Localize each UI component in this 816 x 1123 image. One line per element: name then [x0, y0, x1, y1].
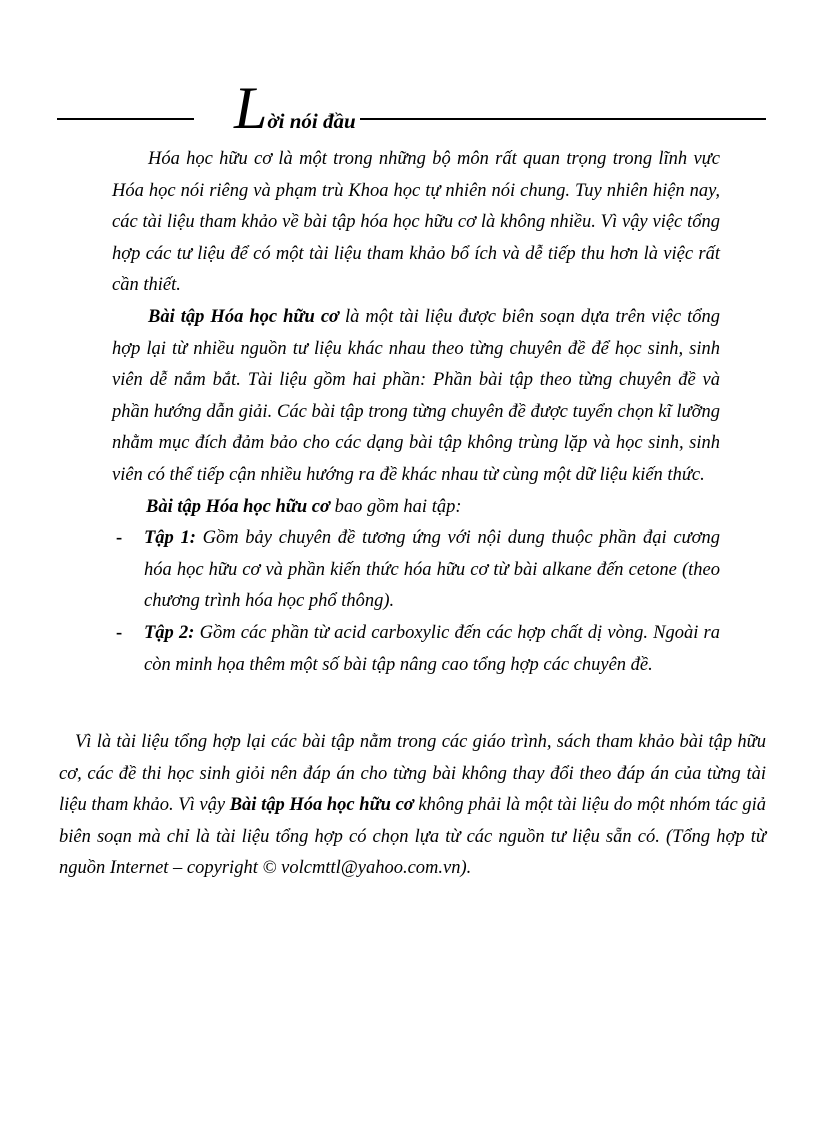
bullet-dash: -	[116, 528, 123, 549]
book-title-emphasis: Bài tập Hóa học hữu cơ	[146, 496, 330, 517]
page-title	[234, 75, 356, 141]
volume-list	[112, 523, 720, 681]
paragraph-closing	[59, 727, 766, 885]
volume-item-2	[112, 618, 720, 681]
heading-rule-left	[57, 118, 194, 120]
heading-row	[0, 75, 816, 141]
title-dropcap: L	[234, 75, 268, 141]
volume-label: Tập 1:	[144, 528, 196, 549]
paragraph-description	[112, 302, 720, 492]
paragraph-description-text: là một tài liệu được biên soạn dựa trên việc tổng hợp lại từ nhiều nguồn tư liệu khác nhau theo từng chuyên đề để học sinh, sinh viên dễ nắm bắt. Tài liệu gồm hai phần: Phần bài tập theo từng chuyên đề và phần hướng dẫn giải. Các bài tập trong từng chuyên đề được tuyển chọn kĩ lưỡng nhằm mục đích đảm bảo cho các dạng bài tập không trùng lặp và học sinh, sinh viên có thể tiếp cận nhiều hướng ra đề khác nhau từ cùng một dữ liệu kiến thức.	[112, 306, 720, 485]
closing-text-after: không phải là một tài liệu do một nhóm tác giả biên soạn mà chỉ là tài liệu tổng hợp có chọn lựa từ các nguồn tư liệu sẵn có. (Tổng hợp từ nguồn Internet – copyright © volcmttl@yahoo.com.vn).	[59, 795, 766, 879]
paragraph-intro: Hóa học hữu cơ là một trong những bộ môn rất quan trọng trong lĩnh vực Hóa học nói riêng và phạm trù Khoa học tự nhiên nói chung. Tuy nhiên hiện nay, các tài liệu tham khảo về bài tập hóa học hữu cơ là không nhiều. Vì vậy việc tổng hợp các tư liệu để có một tài liệu tham khảo bổ ích và dễ tiếp thu hơn là việc rất cần thiết.	[112, 149, 720, 296]
book-title-emphasis: Bài tập Hóa học hữu cơ	[229, 795, 414, 816]
paragraph-volumes-intro-text: bao gồm hai tập:	[329, 496, 462, 517]
volume-description: Gồm bảy chuyên đề tương ứng với nội dung thuộc phần đại cương hóa học hữu cơ và phần kiến thức hóa hữu cơ từ bài alkane đến cetone (theo chương trình hóa học phổ thông).	[144, 528, 721, 612]
bullet-dash: -	[116, 622, 123, 643]
paragraph-volumes-intro	[112, 492, 720, 524]
volume-label: Tập 2:	[144, 622, 195, 643]
heading-rule-right	[360, 118, 766, 120]
closing-text-before: Vì là tài liệu tổng hợp lại các bài tập nằm trong các giáo trình, sách tham khảo bài tập hữu cơ, các đề thi học sinh giỏi nên đáp án cho từng bài không thay đổi theo đáp án của từng tài liệu tham khảo. Vì vậy	[59, 732, 766, 816]
body-content	[112, 144, 720, 681]
book-title-emphasis: Bài tập Hóa học hữu cơ	[148, 306, 339, 327]
volume-description: Gồm các phần từ acid carboxylic đến các hợp chất dị vòng. Ngoài ra còn minh họa thêm một số bài tập nâng cao tổng hợp các chuyên đề.	[144, 622, 721, 675]
title-text: ời nói đầu	[267, 109, 356, 133]
volume-item-1	[112, 523, 720, 618]
